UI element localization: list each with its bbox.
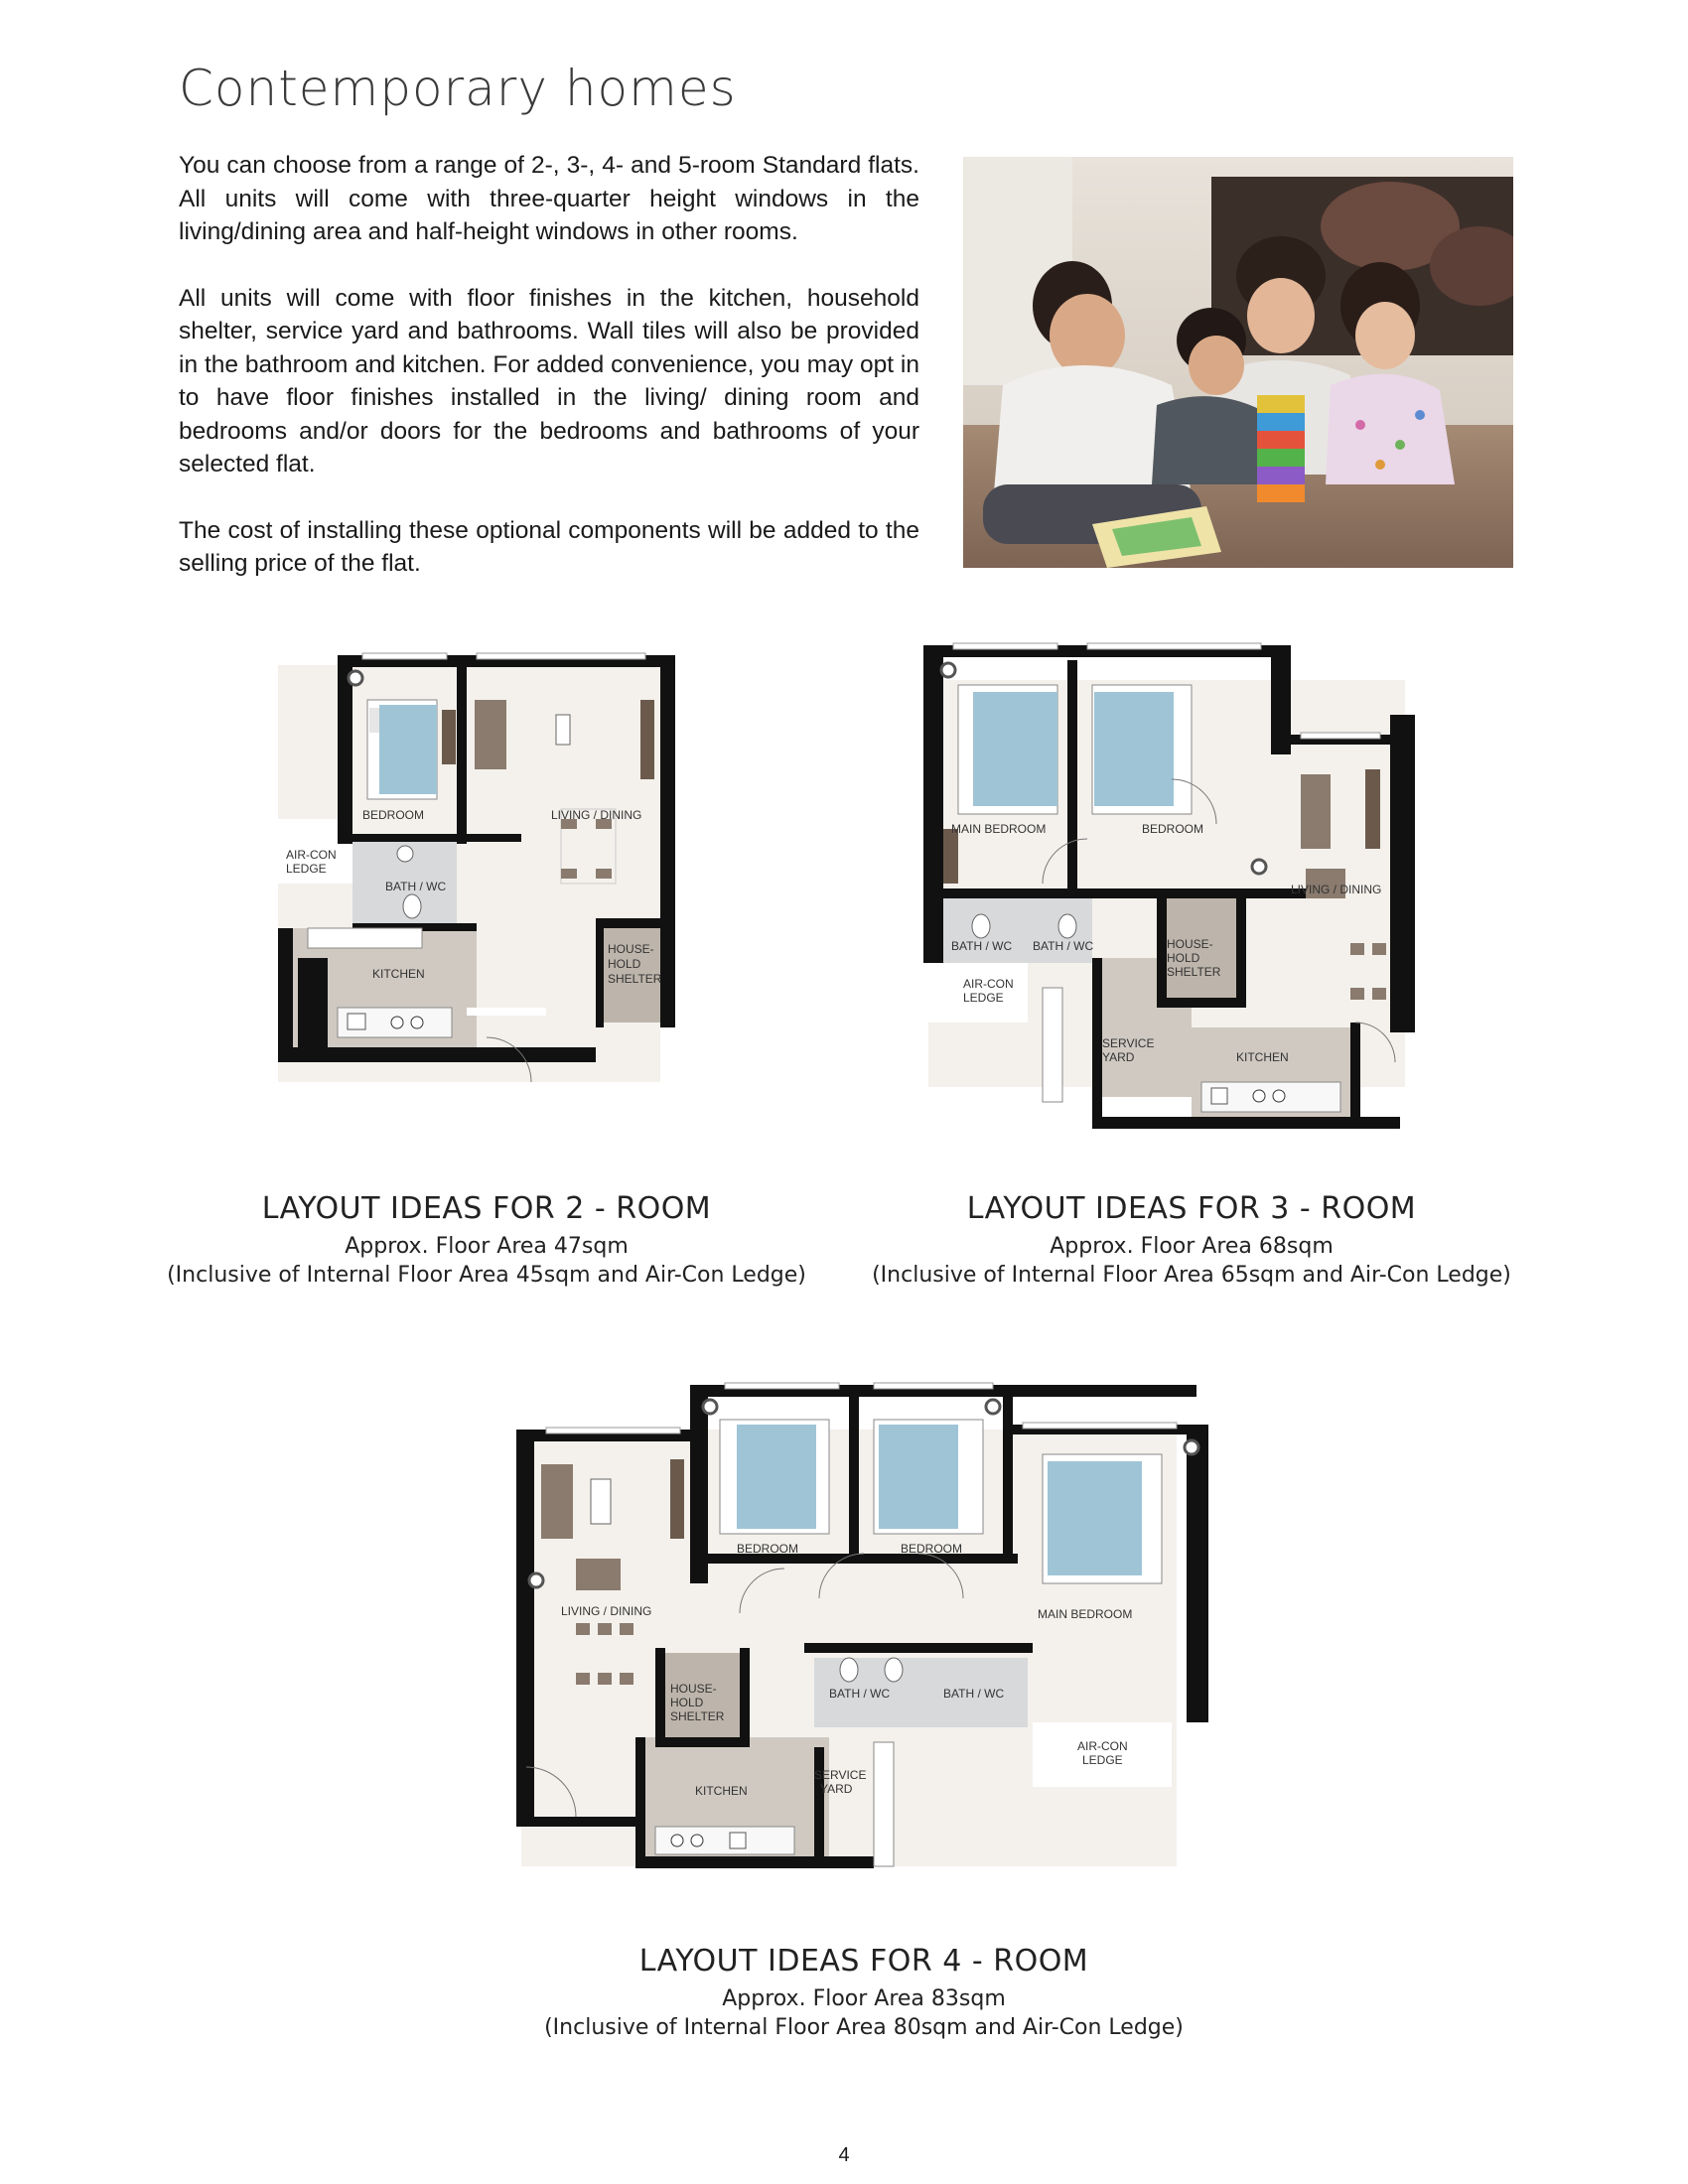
label-aircon-1: AIR-CON [286, 848, 337, 862]
wall [923, 645, 943, 963]
wall [655, 1648, 665, 1747]
wall [516, 1817, 645, 1827]
label-shelter-2: HOLD [608, 957, 641, 971]
toilet-icon [1058, 914, 1076, 938]
ledge-rail [874, 1742, 894, 1866]
dining-chair [598, 1623, 612, 1635]
label-aircon-2: LEDGE [1082, 1753, 1123, 1767]
caption-area: Approx. Floor Area 83sqm [722, 1986, 1006, 2011]
stove-icon [411, 1017, 423, 1028]
caption-3-room [864, 1191, 1519, 1288]
toilet-icon [972, 914, 990, 938]
wall [740, 1648, 750, 1747]
label-bedroom: BEDROOM [362, 808, 425, 822]
armchair [576, 1559, 621, 1590]
window [546, 1428, 680, 1433]
wall [1067, 660, 1077, 888]
sink-icon [730, 1833, 746, 1848]
bed [879, 1425, 958, 1529]
label-shelter-1: HOUSE- [1167, 937, 1213, 951]
lamp-icon [1252, 860, 1266, 874]
lamp-icon [703, 1400, 717, 1414]
lamp-icon [529, 1573, 543, 1587]
lamp-icon [941, 663, 955, 677]
wall [635, 1856, 874, 1868]
window [477, 653, 645, 659]
intro-paragraph-3: The cost of installing these optional components will be added to the selling price of the flat. [179, 516, 919, 577]
sink-icon [397, 846, 413, 862]
label-service-1: SERVICE [814, 1768, 867, 1782]
lamp-icon [1185, 1440, 1198, 1454]
window [362, 653, 447, 659]
dining-chair [1350, 943, 1364, 955]
label-living-dining: LIVING / DINING [561, 1604, 652, 1618]
label-shelter-1: HOUSE- [608, 942, 654, 956]
label-shelter-3: SHELTER [608, 972, 662, 986]
caption-title: LAYOUT IDEAS FOR 3 - ROOM [966, 1191, 1417, 1226]
sink-icon [1211, 1088, 1227, 1104]
wall [298, 958, 328, 1047]
wall [1390, 715, 1415, 1032]
dining-chair [1372, 988, 1386, 1000]
stove-icon [691, 1835, 703, 1846]
coffee-table [591, 1479, 611, 1524]
toilet-icon [885, 1658, 903, 1682]
label-service-1: SERVICE [1102, 1036, 1155, 1050]
caption-4-room [487, 1944, 1241, 2040]
label-aircon-1: AIR-CON [1077, 1739, 1128, 1753]
window [1023, 1423, 1177, 1429]
label-bath: BATH / WC [385, 880, 447, 893]
window [1301, 733, 1380, 739]
label-shelter-1: HOUSE- [670, 1682, 717, 1696]
label-aircon-2: LEDGE [963, 991, 1004, 1005]
bed [737, 1425, 816, 1529]
stove-icon [1253, 1090, 1265, 1102]
tv-console [670, 1459, 684, 1539]
caption-title: LAYOUT IDEAS FOR 4 - ROOM [638, 1944, 1089, 1979]
toilet-icon [403, 894, 421, 918]
tv-console [640, 700, 654, 779]
label-living-dining: LIVING / DINING [1291, 883, 1382, 896]
wall [596, 918, 670, 928]
label-shelter-3: SHELTER [670, 1709, 725, 1723]
dining-chair [576, 1673, 590, 1685]
wardrobe [442, 710, 456, 764]
stove-icon [1273, 1090, 1285, 1102]
lamp-icon [986, 1400, 1000, 1414]
label-bedroom-1: BEDROOM [737, 1542, 799, 1556]
wall [660, 655, 675, 923]
window [874, 1383, 993, 1389]
caption-2-room [159, 1191, 814, 1288]
wall [278, 928, 293, 1062]
label-bedroom-2: BEDROOM [901, 1542, 963, 1556]
toilet-icon [840, 1658, 858, 1682]
caption-area: Approx. Floor Area 47sqm [345, 1234, 629, 1259]
label-aircon-2: LEDGE [286, 862, 327, 876]
label-service-2: YARD [820, 1782, 853, 1796]
sofa [541, 1464, 573, 1539]
label-kitchen: KITCHEN [695, 1784, 748, 1798]
label-bedroom: BEDROOM [1142, 822, 1204, 836]
family-photo-illustration [963, 157, 1513, 568]
floor-plan-3-room [864, 630, 1519, 1157]
caption-note: (Inclusive of Internal Floor Area 65sqm and Air-Con Ledge) [872, 1263, 1511, 1288]
ledge-rail [308, 928, 422, 948]
wardrobe [943, 829, 958, 884]
sink-icon [348, 1014, 365, 1029]
wall [1157, 893, 1167, 1008]
label-aircon-1: AIR-CON [963, 977, 1014, 991]
dining-chair [620, 1673, 633, 1685]
label-shelter-2: HOLD [670, 1696, 704, 1709]
label-bath-2: BATH / WC [1033, 939, 1094, 953]
caption-note: (Inclusive of Internal Floor Area 45sqm and Air-Con Ledge) [167, 1263, 806, 1288]
floor-plan-4-room [487, 1370, 1241, 1906]
wall [635, 1737, 645, 1866]
dining-chair [1372, 943, 1386, 955]
wall [352, 834, 521, 842]
label-bath-1: BATH / WC [951, 939, 1013, 953]
wall [1187, 1425, 1208, 1722]
wall [1350, 1023, 1360, 1122]
wall [596, 918, 604, 1027]
wall [1157, 998, 1246, 1008]
page-heading: Contemporary homes [179, 60, 737, 117]
sofa [475, 700, 506, 769]
label-kitchen: KITCHEN [1236, 1050, 1289, 1064]
plan-2-room [159, 630, 814, 1325]
dining-chair [561, 869, 577, 879]
dining-chair [620, 1623, 633, 1635]
wall [278, 1047, 596, 1062]
bed [973, 692, 1057, 806]
label-bath-1: BATH / WC [829, 1687, 891, 1701]
window [725, 1383, 839, 1389]
wall [1003, 1385, 1013, 1564]
label-bath-2: BATH / WC [943, 1687, 1005, 1701]
wall [938, 888, 1336, 898]
dining-chair [598, 1673, 612, 1685]
wall [655, 1737, 750, 1747]
stove-icon [391, 1017, 403, 1028]
window [1087, 643, 1261, 649]
label-shelter-2: HOLD [1167, 951, 1200, 965]
wall [849, 1385, 859, 1554]
window [953, 643, 1057, 649]
label-shelter-3: SHELTER [1167, 965, 1221, 979]
stove-icon [671, 1835, 683, 1846]
dining-chair [576, 1623, 590, 1635]
caption-title: LAYOUT IDEAS FOR 2 - ROOM [261, 1191, 712, 1226]
intro-paragraph-2: All units will come with floor finishes in the kitchen, household shelter, service yard and bathrooms. Wall tiles will also be provided in the bathroom and kitchen. For added convenience, you may opt in to have floor finishes installed in the living/ dining room and bedrooms and/or doors for the bedrooms and bathrooms of your selected flat. [179, 284, 919, 478]
coffee-table [556, 715, 570, 745]
dining-chair [596, 869, 612, 879]
bed [1048, 1461, 1142, 1575]
lamp-icon [349, 671, 362, 685]
wall [660, 918, 675, 1027]
plan-3-room [864, 630, 1519, 1325]
label-main-bedroom: MAIN BEDROOM [1038, 1607, 1133, 1621]
dining-chair [1350, 988, 1364, 1000]
caption-area: Approx. Floor Area 68sqm [1050, 1234, 1334, 1259]
pillow [369, 708, 379, 733]
floor-plan-2-room [159, 630, 814, 1127]
bed [1094, 692, 1174, 806]
ledge-rail [1043, 988, 1062, 1102]
wall [1271, 645, 1291, 754]
family-photo [963, 157, 1513, 568]
label-main-bedroom: MAIN BEDROOM [951, 822, 1047, 836]
tv-console [1365, 769, 1380, 849]
page-number: 4 [838, 2144, 850, 2166]
wall [457, 665, 467, 844]
wall [1236, 893, 1246, 1008]
label-living-dining: LIVING / DINING [551, 808, 642, 822]
wall [804, 1643, 1033, 1653]
label-kitchen: KITCHEN [372, 967, 425, 981]
bed [379, 705, 437, 794]
plan-4-room [487, 1370, 1241, 2095]
wall [1092, 958, 1102, 1122]
door-opening [467, 1008, 546, 1016]
label-service-2: YARD [1102, 1050, 1135, 1064]
intro-paragraph-1: You can choose from a range of 2-, 3-, 4- and 5-room Standard flats. All units will come with three-quarter height windows in the living/dining area and half-height windows in other rooms. [179, 152, 919, 245]
caption-note: (Inclusive of Internal Floor Area 80sqm and Air-Con Ledge) [544, 2015, 1184, 2040]
intro-text [179, 149, 919, 614]
sofa [1301, 774, 1331, 849]
wall [814, 1747, 824, 1866]
